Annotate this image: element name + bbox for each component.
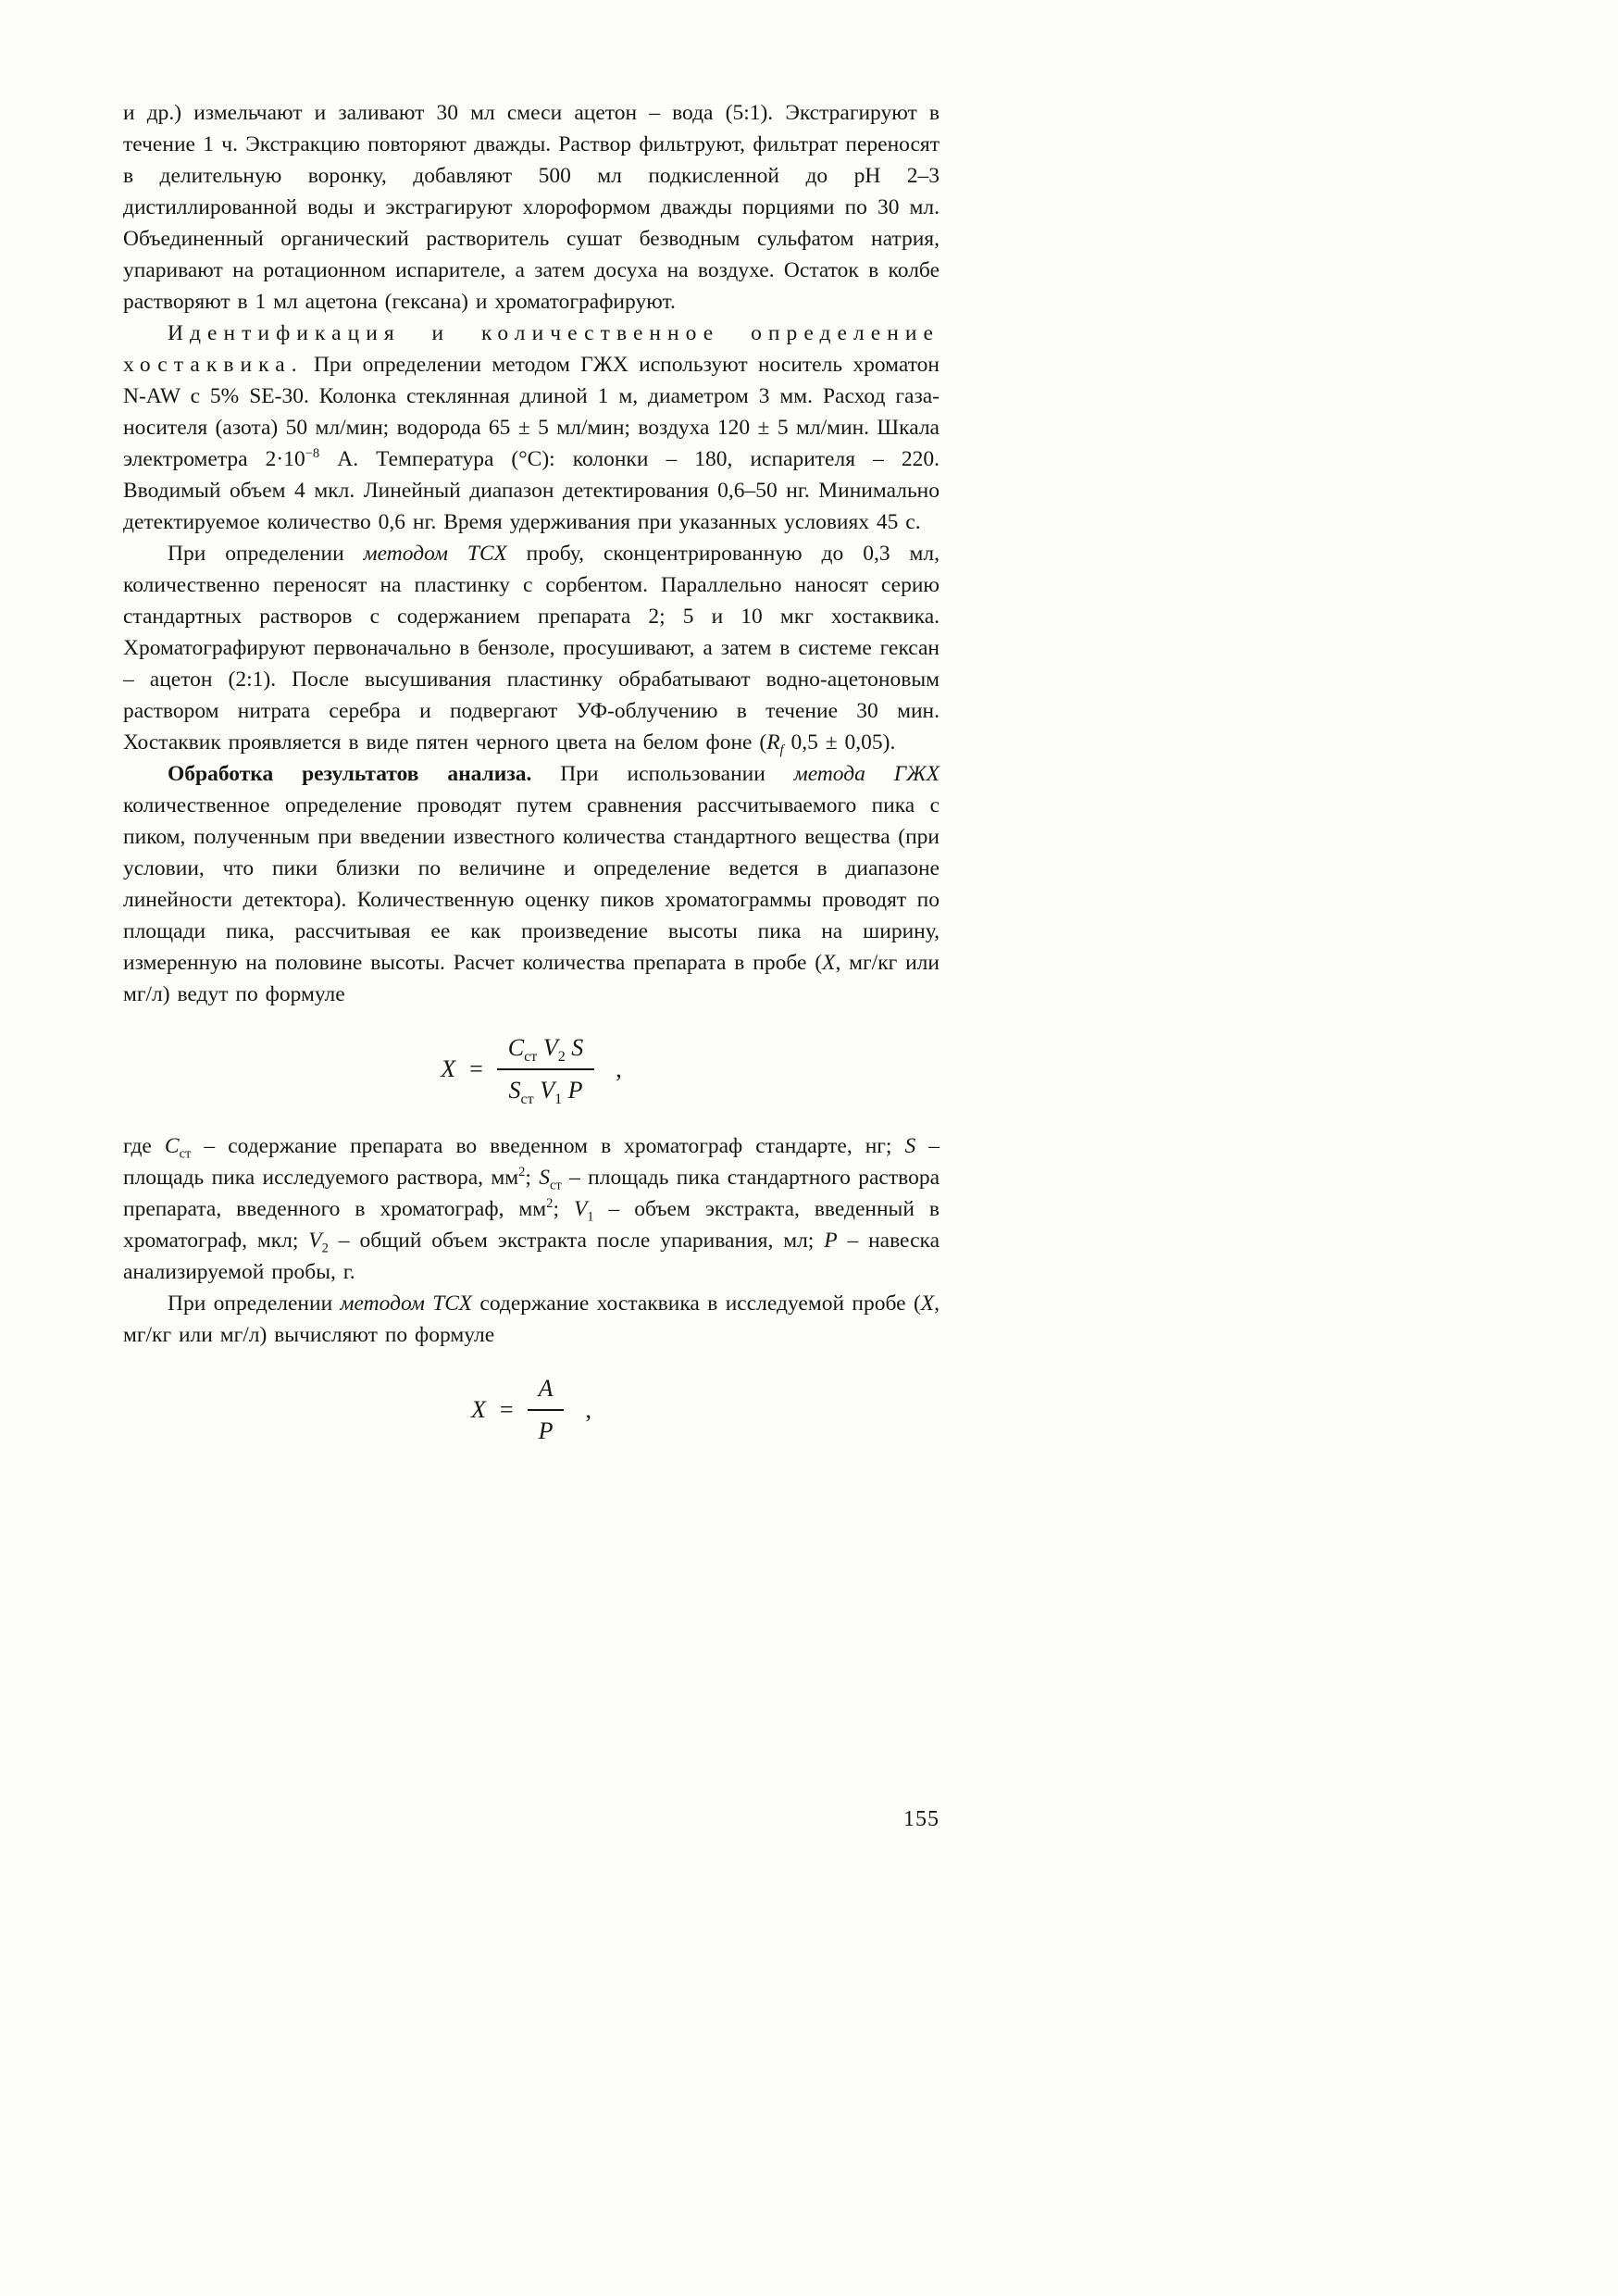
formula [123,1375,940,1445]
page-number: 155 [903,1807,940,1831]
formula-suffix: , [616,1055,622,1082]
equals-sign: = [469,1055,483,1082]
text-segment: 2 [546,1196,554,1212]
paragraph [123,97,940,318]
text-segment: X [441,1055,456,1082]
text-segment: 2 [557,1049,566,1066]
text-segment: V [308,1229,322,1253]
text-segment: P [538,1417,554,1444]
text-segment: S [508,1077,521,1104]
text-segment: При определении [168,542,364,566]
text-segment: 1 [587,1209,594,1225]
text-segment: X [920,1292,935,1316]
text-segment: X [471,1396,486,1423]
text-segment: P [824,1229,838,1253]
text-segment: При определении [168,1292,341,1316]
text-segment: C [164,1134,180,1158]
text-segment: 2 [321,1241,329,1256]
text-segment: ; [525,1166,540,1190]
text-flow [123,97,940,1471]
text-segment: Идентификация и количественное определение хостаквика. [123,321,940,377]
formula-lhs [441,1055,455,1083]
text-segment: 1 [554,1092,563,1108]
text-segment: f [779,742,784,758]
fraction-numerator [497,1034,595,1070]
equals-sign: = [499,1396,514,1423]
text-segment: P [567,1077,583,1104]
paragraph [123,1288,940,1351]
paragraph [123,758,940,1010]
text-segment: количественное определение проводят путем сравнения рассчитываемого пика с пиком, полученным при введении известного количества стандартного вещества (при условии, что пики близки по величине и определение ведется в диапазоне линейности детектора). Количественную оценку пиков хроматограммы проводят по площади пика, рассчитывая ее как произведение высоты пика на ширину, измеренную на половине высоты. Расчет количества препарата в пробе ( [123,793,940,975]
fraction [497,1034,595,1108]
text-segment: и др.) измельчают и заливают 30 мл смеси ацетон – вода (5:1). Экстрагируют в течение 1 ч. Экстракцию повторяют дважды. Раствор фильтруют, фильтрат переносят в делительную воронку, добавляют 500 мл подкисленной до pH 2–3 дистиллированной воды и экстрагируют хлороформом дважды порциями по 30 мл. Объединенный органический растворитель сушат безводным сульфатом натрия, упаривают на ротационном испарителе, а затем досуха на воздухе. Остаток в колбе растворяют в 1 мл ацетона (гексана) и хроматографируют. [123,101,940,314]
text-segment: метода ГЖХ [793,762,940,786]
text-segment: – навеска анализируемой пробы, г. [123,1229,940,1284]
text-segment: V [540,1077,555,1104]
text-segment: 2 [518,1165,526,1180]
text-segment: ; [553,1197,574,1221]
text-segment: S [904,1134,916,1158]
paragraph [123,1130,940,1288]
text-segment: А. Температура (°С): колонки – 180, испарителя – 220. Вводимый объем 4 мкл. Линейный диапазон детектирования 0,6–50 нг. Минимально детектируемое количество 0,6 нг. Время удерживания при указанных условиях 45 с. [123,447,940,534]
text-segment: содержание хостаквика в исследуемой пробе ( [472,1292,921,1316]
text-segment: , мг/кг или мг/л) ведут по формуле [123,951,940,1006]
text-segment: X [822,951,836,975]
paragraph [123,318,940,538]
text-segment: V [573,1197,588,1221]
text-segment: C [507,1034,525,1061]
text-segment: V [542,1034,558,1061]
text-segment: S [539,1166,550,1190]
text-segment: – содержание препарата во введенном в хроматограф стандарте, нг; [191,1134,905,1158]
text-segment: S [571,1034,584,1061]
text-segment: , мг/кг или мг/л) вычисляют по формуле [123,1292,940,1347]
text-segment: методом ТСХ [340,1292,472,1316]
fraction-denominator [528,1411,565,1445]
fraction [528,1375,565,1445]
text-segment: методом ТСХ [363,542,507,566]
text-segment: ст [524,1049,538,1066]
text-segment: – объем экстракта, введенный в хроматограф, мкл; [123,1197,940,1253]
text-segment: ст [520,1092,534,1108]
fraction-numerator [528,1375,565,1411]
text-segment: где [123,1134,165,1158]
text-segment: При использовании [531,762,794,786]
text-segment: При определении методом ГЖХ используют носитель хроматон N-AW с 5% SE-30. Колонка стеклянная длиной 1 м, диаметром 3 мм. Расход газа-носителя (азота) 50 мл/мин; водорода 65 ± 5 мл/мин; воздуха 120 ± 5 мл/мин. Шкала электрометра 2·10 [123,353,940,471]
formula-lhs [471,1396,486,1424]
fraction-denominator [498,1070,594,1108]
formula [123,1034,940,1108]
text-segment: R [766,730,780,755]
paragraph [123,538,940,758]
text-segment: – общий объем экстракта после упаривания, мл; [328,1229,825,1253]
formula-suffix: , [585,1396,591,1423]
text-segment: – площадь пика стандартного раствора препарата, введенного в хроматограф, мм [123,1166,940,1221]
text-segment: ст [179,1146,192,1162]
text-segment: 0,5 ± 0,05). [783,730,896,755]
text-segment: A [538,1375,554,1402]
text-segment: ст [549,1178,562,1193]
text-segment: пробу, сконцентрированную до 0,3 мл, количественно переносят на пластинку с сорбентом. Параллельно наносят серию стандартных растворов с содержанием препарата 2; 5 и 10 мкг хостаквика. Хроматографируют первоначально в бензоле, просушивают, а затем в системе гексан – ацетон (2:1). После высушивания пластинку обрабатывают водно-ацетоновым раствором нитрата серебра и подвергают УФ-облучению в течение 30 мин. Хостаквик проявляется в виде пятен черного цвета на белом фоне ( [123,542,940,755]
text-segment: −8 [305,446,320,462]
text-segment: – площадь пика исследуемого раствора, мм [123,1134,940,1190]
text-segment: Обработка результатов анализа. [168,762,532,786]
